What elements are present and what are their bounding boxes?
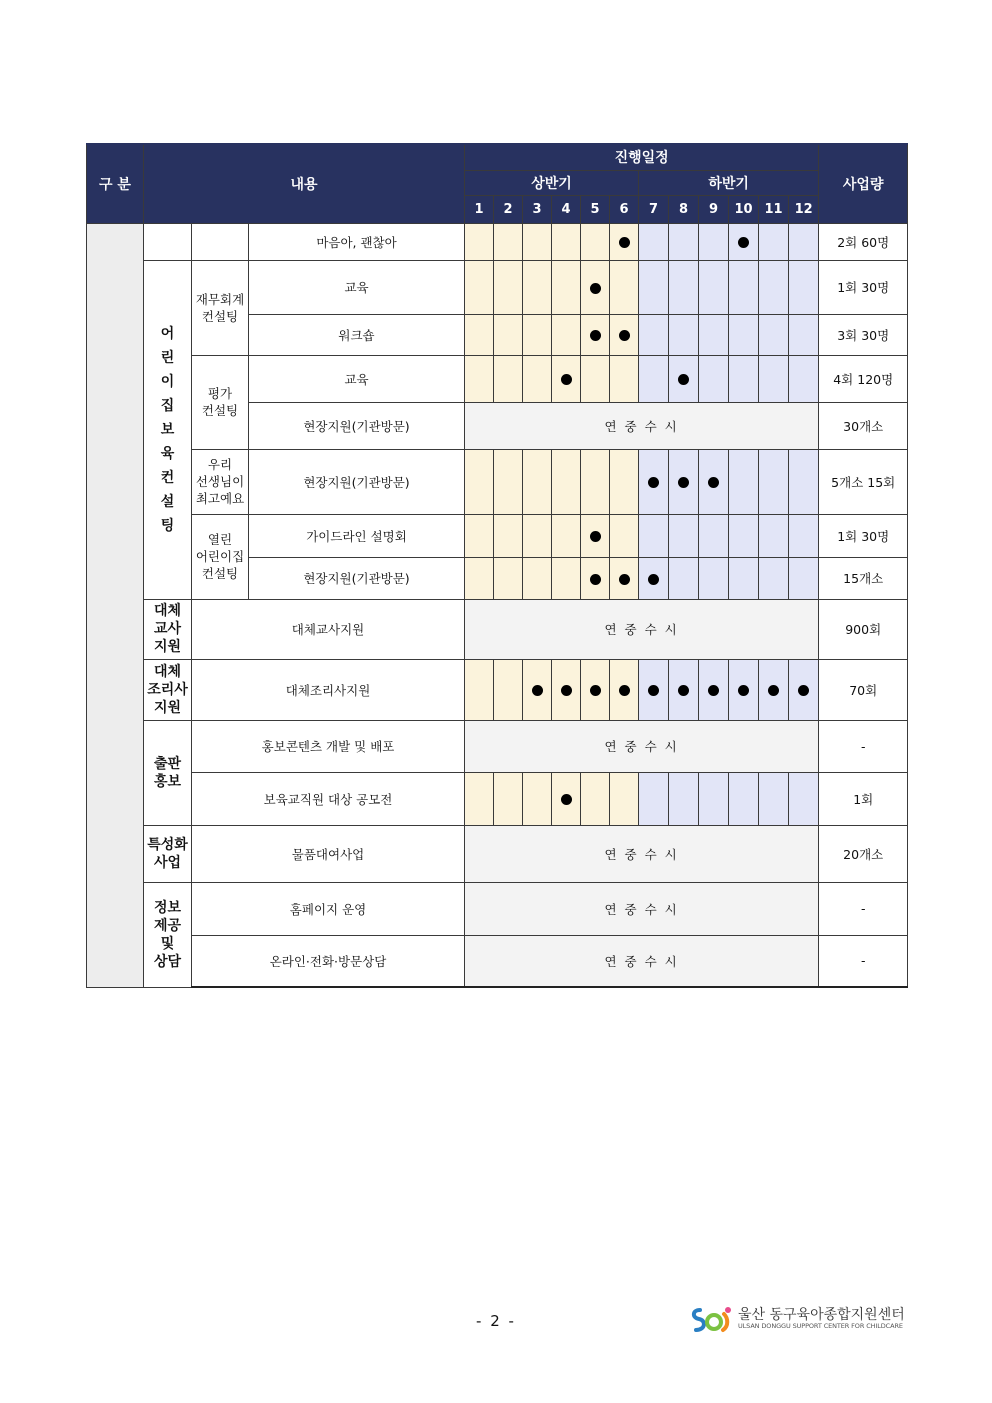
month-cell	[789, 772, 819, 825]
header-volume: 사업량	[819, 144, 908, 223]
month-cell	[523, 355, 552, 402]
subgroup-finance: 재무회계 컨설팅	[192, 260, 249, 355]
month-cell	[639, 223, 669, 260]
month-cell	[759, 449, 789, 514]
month-cell	[552, 772, 581, 825]
schedule-dot-icon	[648, 685, 659, 696]
schedule-dot-icon	[648, 574, 659, 585]
group-consulting: 어 린 이 집 보 육 컨 설 팅	[144, 260, 192, 599]
schedule-dot-icon	[561, 685, 572, 696]
month-header: 2	[494, 195, 523, 223]
row-item: 대체교사지원	[192, 599, 465, 659]
month-cell	[465, 314, 494, 355]
month-cell	[523, 514, 552, 557]
month-cell	[729, 772, 759, 825]
month-cell	[669, 449, 699, 514]
schedule-dot-icon	[798, 685, 809, 696]
row-item: 교육	[249, 355, 465, 402]
month-cell	[759, 314, 789, 355]
month-cell	[552, 260, 581, 314]
month-cell	[581, 355, 610, 402]
month-cell	[669, 772, 699, 825]
month-cell	[465, 514, 494, 557]
month-cell	[552, 557, 581, 599]
year-round-cell: 연 중 수 시	[465, 935, 819, 987]
schedule-dot-icon	[619, 685, 630, 696]
month-cell	[759, 355, 789, 402]
month-header: 8	[669, 195, 699, 223]
month-header: 7	[639, 195, 669, 223]
month-cell	[789, 260, 819, 314]
month-cell	[729, 514, 759, 557]
month-header: 10	[729, 195, 759, 223]
month-cell	[729, 223, 759, 260]
month-cell	[639, 314, 669, 355]
month-cell	[581, 659, 610, 720]
schedule-dot-icon	[590, 574, 601, 585]
schedule-dot-icon	[768, 685, 779, 696]
month-header: 1	[465, 195, 494, 223]
group-publish: 출판 홍보	[144, 720, 192, 825]
logo-subtitle: ULSAN DONGGU SUPPORT CENTER FOR CHILDCARE	[738, 1322, 903, 1330]
subgroup-evaluation: 평가 컨설팅	[192, 355, 249, 449]
schedule-dot-icon	[532, 685, 543, 696]
schedule-dot-icon	[678, 477, 689, 488]
row-item: 보육교직원 대상 공모전	[192, 772, 465, 825]
month-cell	[494, 557, 523, 599]
month-cell	[729, 260, 759, 314]
header-content: 내용	[144, 144, 465, 223]
month-cell	[523, 314, 552, 355]
month-cell	[699, 449, 729, 514]
schedule-dot-icon	[590, 685, 601, 696]
row-volume: 2회 60명	[819, 223, 908, 260]
month-cell	[552, 314, 581, 355]
month-cell	[523, 449, 552, 514]
month-cell	[465, 449, 494, 514]
group-special: 특성화 사업	[144, 825, 192, 882]
month-cell	[581, 223, 610, 260]
month-cell	[669, 659, 699, 720]
year-round-cell: 연 중 수 시	[465, 882, 819, 935]
month-cell	[465, 260, 494, 314]
schedule-dot-icon	[619, 574, 630, 585]
row-item: 워크숍	[249, 314, 465, 355]
month-cell	[610, 659, 639, 720]
month-cell	[552, 449, 581, 514]
month-cell	[494, 314, 523, 355]
month-cell	[523, 772, 552, 825]
month-cell	[759, 514, 789, 557]
month-cell	[523, 260, 552, 314]
logo-mark-icon	[690, 1304, 734, 1334]
month-cell	[639, 514, 669, 557]
month-cell	[552, 223, 581, 260]
month-cell	[789, 659, 819, 720]
row-volume: 1회	[819, 772, 908, 825]
month-header: 6	[610, 195, 639, 223]
year-round-cell: 연 중 수 시	[465, 599, 819, 659]
blank-cell	[144, 223, 192, 260]
row-item: 현장지원(기관방문)	[249, 557, 465, 599]
center-logo	[690, 1302, 910, 1338]
page-number: - 2 -	[476, 1312, 516, 1330]
subgroup-our-teacher: 우리 선생님이 최고예요	[192, 449, 249, 514]
row-item: 홍보콘텐츠 개발 및 배포	[192, 720, 465, 772]
schedule-dot-icon	[619, 237, 630, 248]
month-cell	[610, 557, 639, 599]
month-cell	[729, 449, 759, 514]
month-cell	[465, 223, 494, 260]
schedule-dot-icon	[561, 374, 572, 385]
row-item: 가이드라인 설명회	[249, 514, 465, 557]
schedule-dot-icon	[738, 237, 749, 248]
month-cell	[729, 659, 759, 720]
month-cell	[759, 772, 789, 825]
month-cell	[494, 772, 523, 825]
schedule-dot-icon	[678, 685, 689, 696]
header-first-half: 상반기	[465, 170, 639, 195]
month-cell	[789, 223, 819, 260]
month-cell	[639, 772, 669, 825]
row-item: 물품대여사업	[192, 825, 465, 882]
row-volume: 1회 30명	[819, 260, 908, 314]
schedule-dot-icon	[619, 330, 630, 341]
month-cell	[494, 223, 523, 260]
schedule-dot-icon	[738, 685, 749, 696]
month-cell	[789, 355, 819, 402]
month-cell	[610, 514, 639, 557]
month-cell	[552, 659, 581, 720]
year-round-cell: 연 중 수 시	[465, 825, 819, 882]
schedule-dot-icon	[590, 283, 601, 294]
row-volume: 70회	[819, 659, 908, 720]
row-volume: 3회 30명	[819, 314, 908, 355]
month-cell	[759, 260, 789, 314]
schedule-dot-icon	[561, 794, 572, 805]
schedule-dot-icon	[678, 374, 689, 385]
row-item: 현장지원(기관방문)	[249, 402, 465, 449]
month-cell	[759, 223, 789, 260]
month-cell	[669, 514, 699, 557]
month-cell	[699, 514, 729, 557]
month-header: 9	[699, 195, 729, 223]
month-header: 3	[523, 195, 552, 223]
month-cell	[581, 449, 610, 514]
month-cell	[523, 659, 552, 720]
schedule-dot-icon	[648, 477, 659, 488]
header-schedule: 진행일정	[465, 144, 819, 170]
month-cell	[789, 557, 819, 599]
row-volume: 20개소	[819, 825, 908, 882]
month-cell	[699, 260, 729, 314]
month-cell	[494, 355, 523, 402]
row-item: 온라인·전화·방문상담	[192, 935, 465, 987]
month-cell	[465, 659, 494, 720]
month-cell	[699, 223, 729, 260]
row-volume: -	[819, 935, 908, 987]
row-item: 마음아, 괜찮아	[249, 223, 465, 260]
month-cell	[699, 314, 729, 355]
row-volume: 5개소 15회	[819, 449, 908, 514]
month-cell	[759, 557, 789, 599]
month-cell	[494, 659, 523, 720]
schedule-table-wrapper	[86, 143, 907, 988]
schedule-dot-icon	[590, 531, 601, 542]
month-cell	[581, 557, 610, 599]
month-cell	[729, 314, 759, 355]
month-cell	[552, 514, 581, 557]
month-cell	[729, 355, 759, 402]
logo-name: 울산 동구육아종합지원센터	[738, 1307, 905, 1323]
month-cell	[610, 223, 639, 260]
row-item: 현장지원(기관방문)	[249, 449, 465, 514]
month-cell	[699, 659, 729, 720]
row-volume: -	[819, 720, 908, 772]
month-cell	[699, 557, 729, 599]
month-header: 11	[759, 195, 789, 223]
year-round-cell: 연 중 수 시	[465, 402, 819, 449]
month-cell	[669, 260, 699, 314]
category-blank-cell	[87, 223, 144, 987]
month-header: 4	[552, 195, 581, 223]
subgroup-open-daycare: 열린 어린이집 컨설팅	[192, 514, 249, 599]
row-volume: 15개소	[819, 557, 908, 599]
month-cell	[465, 557, 494, 599]
month-cell	[669, 355, 699, 402]
header-category: 구 분	[87, 144, 144, 223]
month-cell	[581, 772, 610, 825]
group-info: 정보 제공 및 상담	[144, 882, 192, 987]
group-substitute-teacher: 대체 교사 지원	[144, 599, 192, 659]
group-substitute-cook: 대체 조리사 지원	[144, 659, 192, 720]
month-cell	[789, 449, 819, 514]
schedule-dot-icon	[708, 477, 719, 488]
month-cell	[610, 355, 639, 402]
month-cell	[523, 223, 552, 260]
row-volume: 1회 30명	[819, 514, 908, 557]
schedule-dot-icon	[708, 685, 719, 696]
month-header: 12	[789, 195, 819, 223]
month-cell	[789, 314, 819, 355]
row-item: 홈페이지 운영	[192, 882, 465, 935]
month-cell	[610, 314, 639, 355]
row-volume: 4회 120명	[819, 355, 908, 402]
month-cell	[465, 355, 494, 402]
month-cell	[581, 514, 610, 557]
month-cell	[639, 355, 669, 402]
header-second-half: 하반기	[639, 170, 819, 195]
month-cell	[552, 355, 581, 402]
schedule-dot-icon	[590, 330, 601, 341]
month-header: 5	[581, 195, 610, 223]
month-cell	[610, 449, 639, 514]
month-cell	[789, 514, 819, 557]
month-cell	[729, 557, 759, 599]
month-cell	[610, 772, 639, 825]
month-cell	[669, 314, 699, 355]
month-cell	[639, 659, 669, 720]
row-volume: 30개소	[819, 402, 908, 449]
month-cell	[669, 557, 699, 599]
month-cell	[494, 514, 523, 557]
month-cell	[759, 659, 789, 720]
month-cell	[639, 557, 669, 599]
row-item: 대체조리사지원	[192, 659, 465, 720]
month-cell	[639, 449, 669, 514]
month-cell	[639, 260, 669, 314]
blank-cell	[192, 223, 249, 260]
row-volume: -	[819, 882, 908, 935]
month-cell	[669, 223, 699, 260]
row-volume: 900회	[819, 599, 908, 659]
month-cell	[699, 772, 729, 825]
month-cell	[581, 314, 610, 355]
month-cell	[465, 772, 494, 825]
month-cell	[523, 557, 552, 599]
month-cell	[699, 355, 729, 402]
year-round-cell: 연 중 수 시	[465, 720, 819, 772]
month-cell	[610, 260, 639, 314]
schedule-table	[86, 143, 908, 988]
month-cell	[494, 260, 523, 314]
month-cell	[494, 449, 523, 514]
month-cell	[581, 260, 610, 314]
row-item: 교육	[249, 260, 465, 314]
